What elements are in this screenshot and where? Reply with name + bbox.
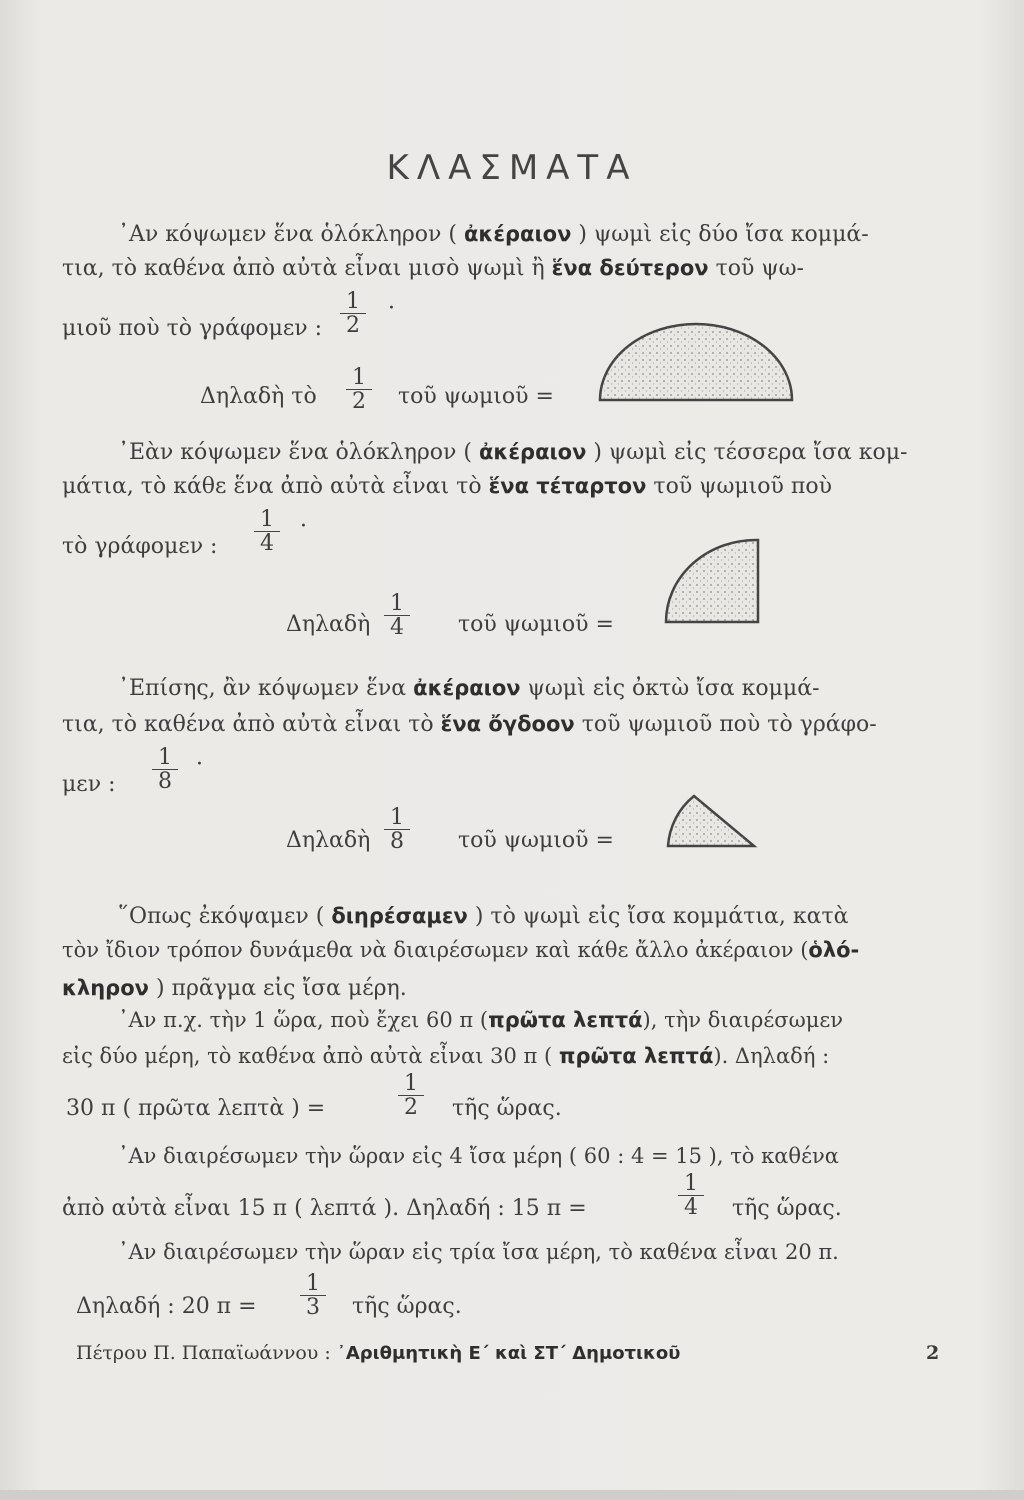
sec4-line-10-post: τῆς ὥρας. [352, 1294, 462, 1319]
sec1-eq-post: τοῦ ψωμιοῦ = [398, 384, 554, 409]
sec3-eq-post: τοῦ ψωμιοῦ = [458, 828, 614, 853]
text: ᾿Αν π.χ. τὴν 1 ὥρα, ποὺ ἔχει 60 π ( [118, 1008, 489, 1032]
punctuation: · [300, 514, 307, 539]
sec4-line-5 [62, 1044, 829, 1068]
text: ) ψωμὶ εἰς δύο ἴσα κομμά- [578, 222, 869, 247]
sec4-eq1-post: τῆς ὥρας. [452, 1096, 562, 1121]
sec4-line-7: ᾿Αν διαιρέσωμεν τὴν ὥραν εἰς 4 ἴσα μέρη ( 60 : 4 = 15 ), τὸ καθένα [118, 1144, 839, 1168]
sec1-line-1 [118, 222, 869, 247]
sec2-line-3: τὸ γράφομεν : [62, 534, 218, 559]
sec3-line-1 [118, 676, 820, 701]
bold-term: κληρον [62, 976, 149, 1000]
text: ῞Οπως ἐκόψαμεν ( [118, 904, 325, 929]
sec1-eq-pre: Δηλαδὴ τὸ [200, 384, 317, 409]
fraction-one-eighth: $\frac{1}{8}$ [152, 746, 178, 793]
text: ), τὴν διαιρέσωμεν [642, 1008, 844, 1032]
punctuation: · [196, 752, 203, 777]
fraction-one-third: $\frac{1}{3}$ [300, 1272, 326, 1319]
bold-term: ὁλό- [808, 938, 860, 962]
footer-citation [76, 1342, 680, 1364]
text: ψωμὶ εἰς ὀκτὼ ἴσα κομμά- [527, 676, 820, 701]
eighth-bread-figure [660, 790, 760, 852]
text: ) ψωμὶ εἰς τέσσερα ἴσα κομ- [593, 440, 908, 465]
sec4-line-9: ᾿Αν διαιρέσωμεν τὴν ὥραν εἰς τρία ἴσα μέρη, τὸ καθένα εἶναι 20 π. [118, 1240, 839, 1264]
bold-term: ἀκέραιον [479, 440, 587, 464]
sec3-line-2 [62, 712, 877, 737]
text: ) τὸ ψωμὶ εἰς ἴσα κομμάτια, κατὰ [474, 904, 849, 929]
sec2-line-2 [62, 474, 832, 499]
text: τια, τὸ καθένα ἀπὸ αὐτὰ εἶναι μισὸ ψωμὶ ἢ [62, 256, 545, 281]
bold-term: ἀκέραιον [413, 676, 521, 700]
bold-term: ἕνα δεύτερον [551, 256, 709, 280]
text: τοῦ ψωμιοῦ ποὺ [653, 474, 832, 499]
bold-term: πρῶτα λεπτά [488, 1008, 643, 1032]
punctuation: · [388, 296, 395, 321]
sec2-eq-post: τοῦ ψωμιοῦ = [458, 612, 614, 637]
sec3-eq-pre: Δηλαδὴ [286, 828, 371, 853]
bold-term: ἕνα ὄγδοον [440, 712, 575, 736]
text: τοῦ ψω- [715, 256, 804, 281]
text: μάτια, τὸ κάθε ἕνα ἀπὸ αὐτὰ εἶναι τὸ [62, 474, 482, 499]
page-edge [0, 1490, 1024, 1500]
fraction-one-half: $\frac{1}{2}$ [340, 290, 366, 337]
sec3-line-3: μεν : [62, 772, 116, 797]
fraction-one-quarter: $\frac{1}{4}$ [384, 592, 410, 639]
text: τια, τὸ καθένα ἀπὸ αὐτὰ εἶναι τὸ [62, 712, 434, 737]
text: ᾿Εὰν κόψωμεν ἕνα ὁλόκληρον ( [118, 440, 472, 465]
bold-term: ἕνα τέταρτον [488, 474, 647, 498]
text: τοῦ ψωμιοῦ ποὺ τὸ γράφο- [581, 712, 877, 737]
sec4-line-8-post: τῆς ὥρας. [732, 1196, 842, 1221]
text: ᾿Αν κόψωμεν ἕνα ὁλόκληρον ( [118, 222, 457, 247]
text: ᾿Επίσης, ἂν κόψωμεν ἕνα [118, 676, 407, 701]
page-title: ΚΛΑΣΜΑΤΑ [386, 148, 638, 188]
bold-term: πρῶτα λεπτά [558, 1044, 714, 1068]
footer-book-title: ᾿Αριθμητικὴ Ε΄ καὶ ΣΤ΄ Δημοτικοῦ [336, 1343, 681, 1364]
fraction-one-eighth: $\frac{1}{8}$ [384, 806, 410, 853]
text: ) πρᾶγμα εἰς ἴσα μέρη. [155, 976, 407, 1001]
half-bread-figure [592, 316, 800, 408]
fraction-one-half: $\frac{1}{2}$ [346, 366, 372, 413]
text: τὸν ἴδιον τρόπον δυνάμεθα νὰ διαιρέσωμεν καὶ κάθε ἄλλο ἀκέραιον ( [62, 938, 809, 962]
sec4-line-3 [62, 976, 407, 1001]
quarter-bread-figure [660, 534, 764, 628]
footer-author: Πέτρου Π. Παπαϊωάννου : [76, 1342, 331, 1364]
page-number: 2 [926, 1342, 940, 1364]
fraction-one-half: $\frac{1}{2}$ [398, 1072, 424, 1119]
fraction-one-quarter: $\frac{1}{4}$ [254, 508, 280, 555]
sec4-line-10-pre: Δηλαδή : 20 π = [76, 1294, 257, 1319]
bold-term: ἀκέραιον [463, 222, 572, 246]
bold-term: διηρέσαμεν [331, 904, 468, 928]
sec4-line-4 [118, 1008, 843, 1032]
text: εἰς δύο μέρη, τὸ καθένα ἀπὸ αὐτὰ εἶναι 30 π ( [62, 1044, 553, 1068]
sec4-line-2 [62, 938, 859, 962]
sec2-line-1 [118, 440, 907, 465]
text: ). Δηλαδή : [713, 1044, 830, 1068]
sec2-eq-pre: Δηλαδὴ [286, 612, 371, 637]
sec4-line-8-pre: ἀπὸ αὐτὰ εἶναι 15 π ( λεπτά ). Δηλαδή : 15 π = [62, 1196, 587, 1221]
fraction-one-quarter: $\frac{1}{4}$ [678, 1172, 704, 1219]
sec4-line-1 [118, 904, 848, 929]
sec1-line-2 [62, 256, 804, 281]
sec4-eq1-pre: 30 π ( πρῶτα λεπτὰ ) = [66, 1096, 326, 1121]
sec1-line-3: μιοῦ ποὺ τὸ γράφομεν : [62, 316, 323, 341]
